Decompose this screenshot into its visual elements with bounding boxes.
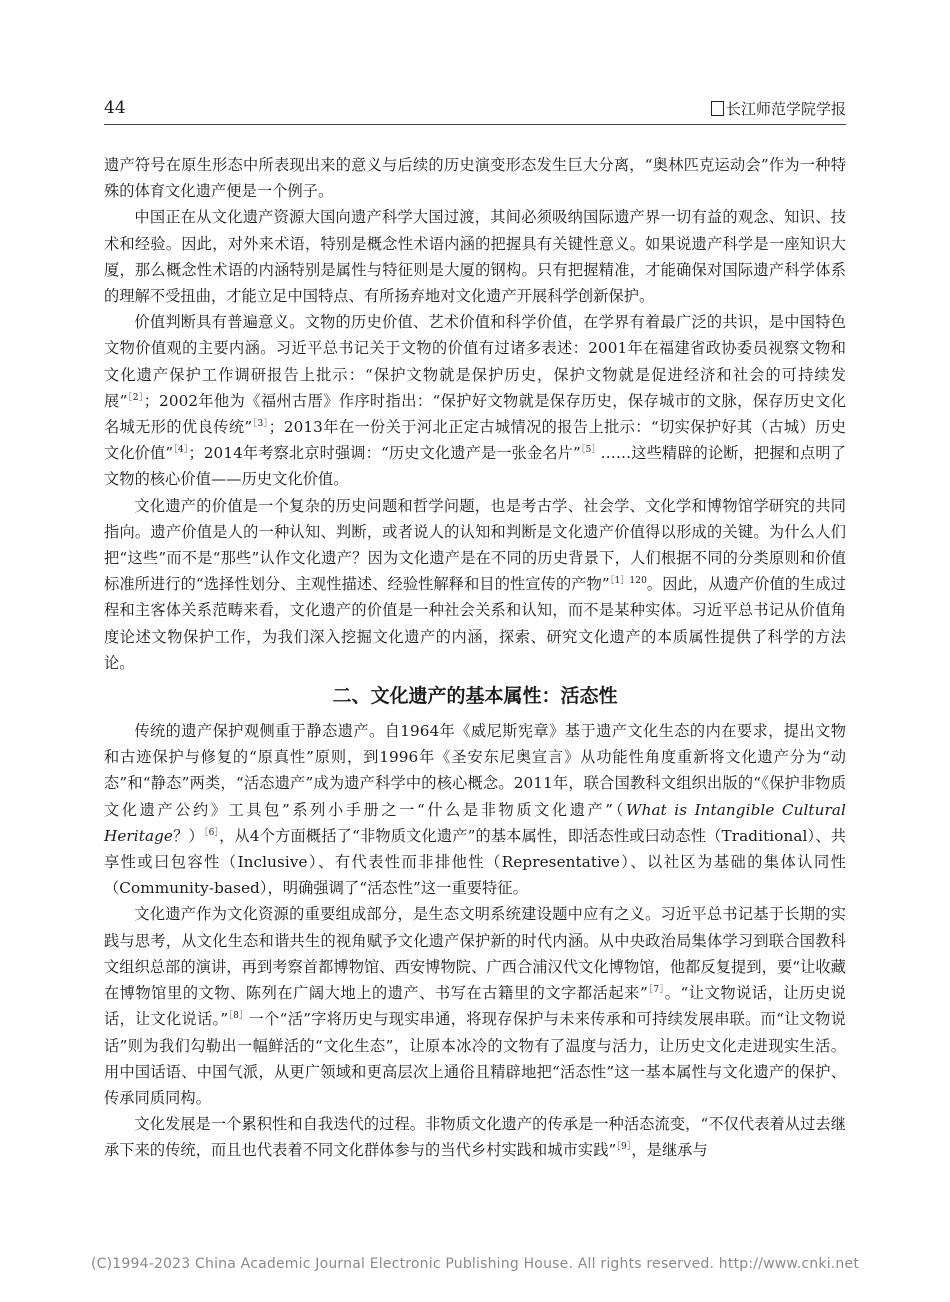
paragraph-5-text-b: ？） — [173, 826, 204, 845]
paragraph-3-text-c: ；2013年在一份关于河北正定古城情况的报告上批示：“切实保护好其（古城）历史文化价值” — [104, 418, 846, 463]
square-box-icon — [711, 101, 724, 116]
copyright-footer: (C)1994-2023 China Academic Journal Electronic Publishing House. All rights reserved. http://www.cnki.net — [90, 1256, 860, 1272]
section-heading: 二、文化遗产的基本属性：活态性 — [332, 685, 618, 708]
running-header — [104, 96, 846, 126]
journal-name-text: 长江师范学院学报 — [725, 100, 846, 118]
paragraph-6 — [104, 901, 846, 1111]
citation-2: ［2］ — [127, 392, 144, 403]
paragraph-3-text-e: ……这些精辟的论断，把握和点明了文物的核心价值——历史文化价值。 — [104, 444, 846, 489]
paragraph-3-text-a: 价值判断具有普遍意义。文物的历史价值、艺术价值和科学价值，在学界有着最广泛的共识，是中国特色文物价值观的主要内涵。习近平总书记关于文物的价值有过诸多表述：2001年在福建省政协委员视察文物和文化遗产保护工作调研报告上批示：“保护文物就是保护历史，保护文物就是促进经济和社会的可持续发展” — [104, 313, 846, 410]
paragraph-6-text-a: 文化遗产作为文化资源的重要组成部分，是生态文明系统建设题中应有之义。习近平总书记基于长期的实践与思考，从文化生态和谐共生的视角赋予文化遗产保护新的时代内涵。从中央政治局集体学习到联合国教科文组织总部的演讲，再到考察首都博物馆、西安博物院、广西合浦汉代文化博物馆，他都反复提到，要“让收藏在博物馆里的文物、陈列在广阔大地上的遗产、书写在古籍里的文字都活起来” — [104, 905, 846, 1003]
header-rule — [104, 124, 846, 125]
paragraph-7 — [104, 1111, 846, 1163]
citation-4: ［4］ — [173, 445, 189, 456]
paragraph-4-text-a: 文化遗产的价值是一个复杂的历史问题和哲学问题，也是考古学、社会学、文化学和博物馆学研究的共同指向。遗产价值是人的一种认知、判断，或者说人的认知和判断是文化遗产价值得以形成的关键。为什么人们把“这些”而不是“那些”认作文化遗产？因为文化遗产是在不同的历史背景下，人们根据不同的分类原则和价值标准所进行的“选择性划分、主观性描述、经验性解释和目的性宣传的产物” — [104, 496, 846, 594]
citation-8: ［8］ — [228, 1011, 249, 1022]
citation-9: ［9］ — [616, 1142, 632, 1153]
citation-7: ［7］ — [647, 985, 665, 996]
paragraph-2: 中国正在从文化遗产资源大国向遗产科学大国过渡，其间必须吸纳国际遗产界一切有益的观念、知识、技术和经验。因此，对外来术语，特别是概念性术语内涵的把握具有关键性意义。如果说遗产科学是一座知识大厦，那么概念性术语的内涵特别是属性与特征则是大厦的钢构。只有把握精准，才能确保对国际遗产科学体系的理解不受扭曲，才能立足中国特点、有所扬弃地对文化遗产开展科学创新保护。 — [104, 208, 846, 306]
paragraph-3-text-b: ；2002年他为《福州古厝》作序时指出：“保护好文物就是保存历史，保存城市的文脉，保存历史文化名城无形的优良传统” — [104, 391, 846, 437]
paragraph-7-text-a: 文化发展是一个累积性和自我迭代的过程。非物质文化遗产的传承是一种活态流变，“不仅代表着从过去继承下来的传统，而且也代表着不同文化群体参与的当代乡村实践和城市实践” — [104, 1115, 846, 1160]
page-number: 44 — [104, 98, 126, 118]
paragraph-6-text-b: 。“让文物说话，让历史说话，让文化说话。” — [104, 984, 847, 1029]
paragraph-4 — [104, 493, 846, 676]
citation-6: ［6］ — [203, 827, 220, 838]
paragraph-3 — [104, 309, 846, 492]
paragraph-5-text-a: 传统的遗产保护观侧重于静态遗产。自1964年《威尼斯宪章》基于遗产文化生态的内在要求，提出文物和古迹保护与修复的“原真性”原则，到1996年《圣安东尼奥宣言》从功能性角度重新将文化遗产分为“动态”和“静态”两类，“活态遗产”成为遗产科学中的核心概念。2011年，联合国教科文组织出版的“《保护非物质文化遗产公约》工具包”系列小手册之一“什么是非物质文化遗产”（ — [104, 722, 846, 819]
paragraph-6-text-c: 一个“活”字将历史与现实串通，将现存保护与未来传承和可持续发展串联。而“让文物说话”则为我们勾勒出一幅鲜活的“文化生态”，让原本冰冷的文物有了温度与活力，让历史文化走进现实生活。用中国话语、中国气派，从更广领域和更高层次上通俗且精辟地把“活态性”这一基本属性与文化遗产的保护、传承同质同构。 — [104, 1010, 847, 1107]
paragraph-4-text-b: 。因此，从遗产价值的生成过程和主客体关系范畴来看，文化遗产的价值是一种社会关系和认知，而不是某种实体。习近平总书记从价值角度论述文物保护工作，为我们深入挖掘文化遗产的内涵，探索、研究文化遗产的本质属性提供了科学的方法论。 — [104, 575, 846, 672]
citation-1-120: ［1］120 — [609, 576, 647, 587]
article-body — [104, 152, 846, 1164]
paragraph-5 — [104, 718, 846, 901]
paragraph-5-italic-title: What is Intangible Cultural Heritage — [104, 800, 846, 845]
citation-5: ［5］ — [580, 445, 601, 456]
paragraph-5-text-c: ，从4个方面概括了“非物质文化遗产”的基本属性，即活态性或曰动态性（Traditional）、共享性或曰包容性（Inclusive）、有代表性而非排他性（Representative）、以社区为基础的集体认同性（Community-based），明确强调了“活态性”这一重要特征。 — [104, 826, 846, 898]
paragraph-1: 遗产符号在原生形态中所表现出来的意义与后续的历史演变形态发生巨大分离，“奥林匹克运动会”作为一种特殊的体育文化遗产便是一个例子。 — [104, 156, 846, 201]
paragraph-7-text-b: ，是继承与 — [631, 1141, 708, 1160]
citation-3: ［3］ — [252, 418, 269, 429]
journal-name — [711, 98, 846, 119]
paragraph-3-text-d: ；2014年考察北京时强调：“历史文化遗产是一张金名片” — [188, 444, 581, 463]
